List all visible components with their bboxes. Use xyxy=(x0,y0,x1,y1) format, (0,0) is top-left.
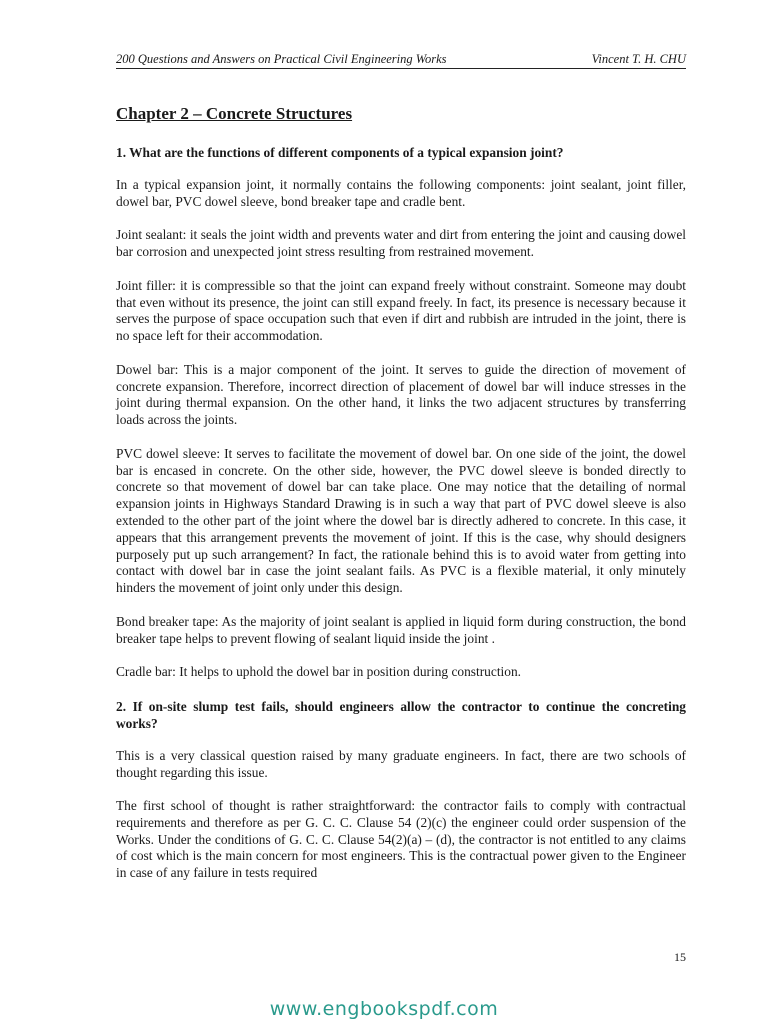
question-1-heading: 1. What are the functions of different components of a typical expansion joint? xyxy=(116,145,564,160)
q1-paragraph-bond-breaker-tape: Bond breaker tape: As the majority of joint sealant is applied in liquid form during construction, the bond breaker tape helps to prevent flowing of sealant liquid inside the joint . xyxy=(116,613,686,646)
q1-paragraph-joint-filler: Joint filler: it is compressible so that the joint can expand freely without constraint. Someone may doubt that even without its presence, the joint can still expand freely. In fact, its presence is necessary because it serves the purpose of space occupation such that even if dirt and rubbish are intruded in the joint, there is no space left for their accommodation. xyxy=(116,277,686,344)
q2-paragraph-intro: This is a very classical question raised by many graduate engineers. In fact, there are two schools of thought regarding this issue. xyxy=(116,747,686,780)
header-book-title: 200 Questions and Answers on Practical Civil Engineering Works xyxy=(116,52,447,66)
q2-paragraph-first-school: The first school of thought is rather straightforward: the contractor fails to comply with contractual requirements and therefore as per G. C. C. Clause 54 (2)(c) the engineer could order suspension of the Works. Under the conditions of G. C. C. Clause 54(2)(a) – (d), the contractor is not entitled to any claims of cost which is the main concern for most engineers. This is the contractual power given to the Engineer in case of any failure in tests required xyxy=(116,798,686,881)
q1-paragraph-joint-sealant: Joint sealant: it seals the joint width and prevents water and dirt from entering the joint and causing dowel bar corrosion and unexpected joint stress resulting from restrained movement. xyxy=(116,227,686,260)
page-content xyxy=(116,104,686,899)
header-author: Vincent T. H. CHU xyxy=(591,52,686,66)
q1-paragraph-dowel-bar: Dowel bar: This is a major component of the joint. It serves to guide the direction of movement of concrete expansion. Therefore, incorrect direction of placement of dowel bar will induce stresses in the joint during thermal expansion. On the other hand, it links the two adjacent structures by transferring loads across the joints. xyxy=(116,361,686,428)
q1-paragraph-cradle-bar: Cradle bar: It helps to uphold the dowel bar in position during construction. xyxy=(116,664,521,680)
question-2-heading: 2. If on-site slump test fails, should engineers allow the contractor to continue the concreting works? xyxy=(116,698,686,731)
q1-paragraph-intro: In a typical expansion joint, it normally contains the following components: joint sealant, joint filler, dowel bar, PVC dowel sleeve, bond breaker tape and cradle bent. xyxy=(116,177,686,209)
page-number: 15 xyxy=(674,950,686,964)
watermark-link[interactable]: www.engbookspdf.com xyxy=(269,998,499,1020)
chapter-title: Chapter 2 – Concrete Structures xyxy=(116,104,353,123)
q1-paragraph-pvc-dowel-sleeve: PVC dowel sleeve: It serves to facilitate the movement of dowel bar. On one side of the joint, the dowel bar is encased in concrete. On the other side, however, the PVC dowel sleeve is bonded directly to concrete so that movement of dowel bar can take place. One may notice that the detailing of normal expansion joints in Highways Standard Drawing is in such a way that part of PVC dowel sleeve is also extended to the other part of the joint where the dowel bar is directly adhered to concrete. In this case, it appears that this arrangement prevents the movement of joint. If this is the case, why should designers purposely put up such arrangement? In fact, the rationale behind this is to avoid water from getting into contact with dowel bar in case the joint sealant fails. As PVC is a flexible material, it only minutely hinders the movement of joint only under this design. xyxy=(116,445,686,596)
running-header xyxy=(116,52,686,69)
